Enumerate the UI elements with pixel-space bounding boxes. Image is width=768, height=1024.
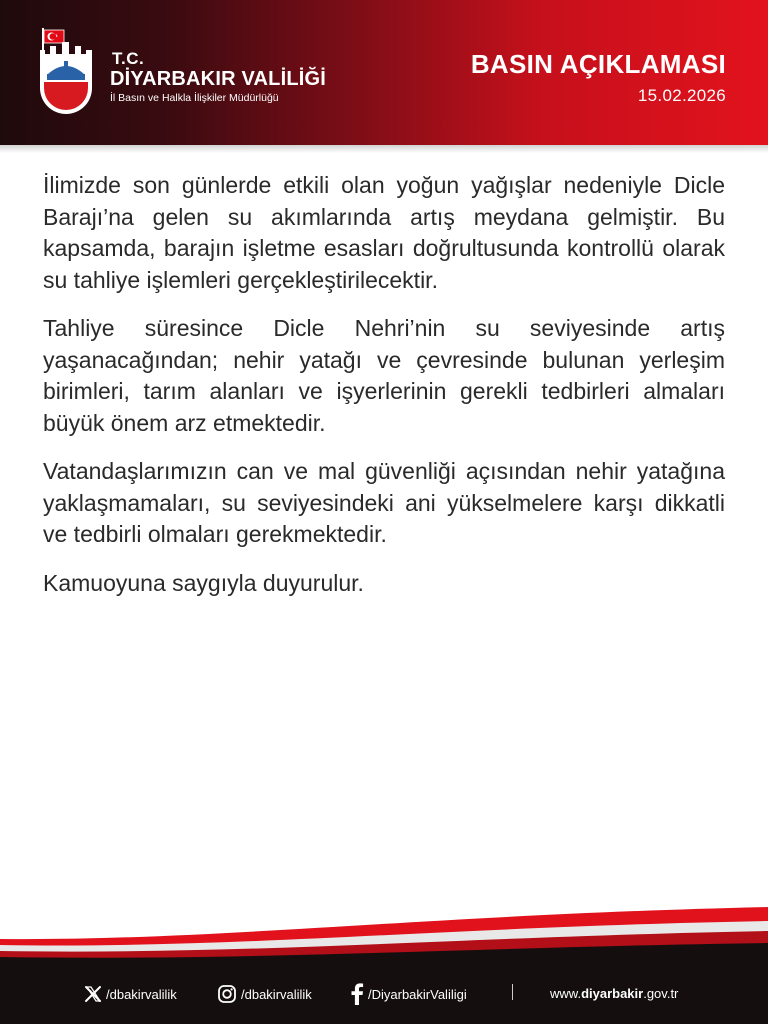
website-link[interactable] [550, 986, 678, 1001]
instagram-link[interactable] [217, 983, 312, 1005]
release-date: 15.02.2026 [637, 86, 726, 105]
paragraph-3: Vatandaşlarımızın can ve mal güvenliği açısından nehir yatağına yaklaşmamaları, su seviyesindeki ani yükselmelere karşı dikkatli ve tedbirli olmaları gerekmektedir. [43, 458, 725, 547]
website-prefix: www. [550, 986, 582, 1001]
x-icon [84, 985, 102, 1003]
org-tc: T.C. [112, 49, 145, 68]
website-domain: diyarbakir [581, 986, 644, 1001]
turkish-flag-icon [44, 30, 64, 43]
footer-separator [512, 984, 513, 1000]
footer-bar [0, 964, 768, 1024]
release-title: BASIN AÇIKLAMASI [470, 49, 726, 79]
decorative-wave [0, 905, 768, 965]
paragraph-1: İlimizde son günlerde etkili olan yoğun yağışlar nedeniyle Dicle Barajı’na gelen su akımlarında artış meydana gelmiştir. Bu kapsamda, barajın işletme esasları doğrultusunda kontrollü olarak su tahliye işlemleri gerçekleştirilecektir. [43, 172, 725, 293]
governorship-logo [36, 28, 106, 120]
facebook-handle: /DiyarbakirValiligi [368, 986, 467, 1002]
x-handle: /dbakirvalilik [106, 986, 177, 1002]
instagram-handle: /dbakirvalilik [241, 986, 312, 1002]
org-subtitle: İl Basın ve Halkla İlişkiler Müdürlüğü [110, 92, 279, 104]
paragraph-4: Kamuoyuna saygıyla duyurulur. [43, 569, 364, 596]
org-title-block [110, 50, 326, 105]
release-block [471, 50, 726, 107]
facebook-link[interactable] [350, 983, 467, 1005]
press-release-body [43, 170, 725, 616]
paragraph-2: Tahliye süresince Dicle Nehri’nin su seviyesinde artış yaşanacağından; nehir yatağı ve çevresinde bulunan yerleşim birimleri, tarım alanları ve işyerlerinin gerekli tedbirleri almaları büyük önem arz etmektedir. [43, 315, 725, 436]
instagram-icon [217, 984, 237, 1004]
x-link[interactable] [84, 983, 177, 1005]
header-shadow [0, 145, 768, 153]
org-name: DİYARBAKIR VALİLİĞİ [110, 68, 327, 90]
facebook-icon [350, 983, 364, 1005]
website-suffix: .gov.tr [643, 986, 679, 1001]
header-banner [0, 0, 768, 145]
